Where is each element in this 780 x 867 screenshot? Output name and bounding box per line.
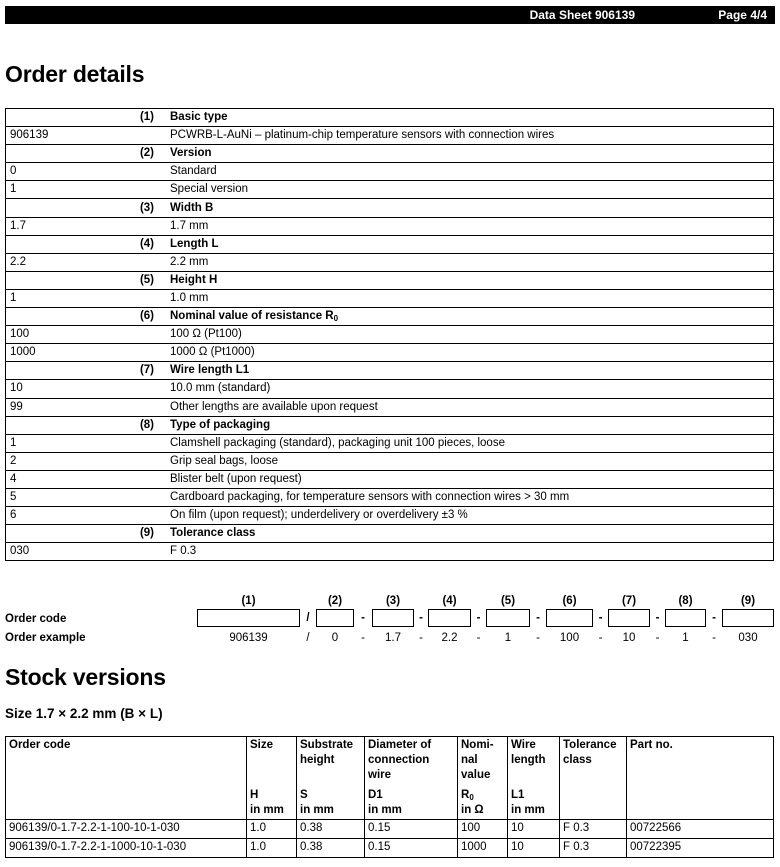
- option-spacer: [124, 380, 166, 398]
- column-symbol: [630, 788, 770, 803]
- order-code-input-box[interactable]: [665, 609, 706, 627]
- stock-row: [6, 839, 774, 858]
- order-example-value: 0: [331, 632, 339, 644]
- option-description: Special version: [166, 181, 774, 199]
- group-label: [166, 416, 774, 434]
- stock-order-code: 906139/0-1.7-2.2-1-100-10-1-030: [6, 820, 247, 839]
- order-field-number: (3): [385, 595, 401, 607]
- order-example-value: 10: [622, 632, 636, 644]
- option-row: [6, 543, 774, 561]
- order-code-separator: -: [598, 612, 603, 624]
- option-code: 1: [6, 181, 125, 199]
- order-field-number: (7): [621, 595, 637, 607]
- group-number: (7): [124, 362, 166, 380]
- group-code-cell: [6, 199, 125, 217]
- option-code: 100: [6, 326, 125, 344]
- option-spacer: [124, 344, 166, 362]
- column-symbol-text: D1: [368, 789, 383, 801]
- column-unit: [630, 803, 770, 818]
- stock-cell: 1.0: [247, 820, 297, 839]
- order-example-value: 2.2: [441, 632, 458, 644]
- order-code-separator: -: [655, 612, 660, 624]
- column-header: Diameter of connection wire: [365, 737, 458, 788]
- column-symbol-text: R: [461, 789, 470, 801]
- column-symbol-subscript: 0: [469, 793, 474, 802]
- stock-cell: 10: [508, 820, 560, 839]
- option-code: 906139: [6, 127, 125, 145]
- group-label-text: Width B: [170, 201, 214, 214]
- option-code: 1000: [6, 344, 125, 362]
- column-unit-cell: [247, 787, 297, 820]
- group-code-cell: [6, 109, 125, 127]
- option-row: [6, 253, 774, 271]
- order-code-separator: -: [536, 612, 540, 624]
- stock-part-number: 00722566: [627, 820, 774, 839]
- option-code: 2.2: [6, 253, 125, 271]
- group-header-row: [6, 525, 774, 543]
- group-header-row: [6, 145, 774, 163]
- option-description: Grip seal bags, loose: [166, 452, 774, 470]
- option-code: 5: [6, 488, 125, 506]
- column-symbol: [511, 788, 556, 803]
- option-spacer: [124, 507, 166, 525]
- option-spacer: [124, 253, 166, 271]
- group-code-cell: [6, 145, 125, 163]
- column-unit: [563, 803, 623, 818]
- group-label-text: Wire length L1: [170, 364, 250, 377]
- stock-cell: 100: [458, 820, 508, 839]
- column-header: Nomi-nal value: [458, 737, 508, 788]
- option-description: 1.0 mm: [166, 289, 774, 307]
- option-description: 1000 Ω (Pt1000): [166, 344, 774, 362]
- order-example-separator: -: [361, 632, 365, 644]
- stock-cell: 0.15: [365, 820, 458, 839]
- group-header-row: [6, 199, 774, 217]
- column-symbol-text: L1: [511, 789, 525, 801]
- group-number: (6): [124, 308, 166, 326]
- group-header-row: [6, 308, 774, 326]
- order-example-value: 906139: [229, 632, 268, 644]
- group-label-text: Basic type: [170, 111, 228, 124]
- stock-cell: 1.0: [247, 839, 297, 858]
- option-row: [6, 289, 774, 307]
- column-header: Wire length: [508, 737, 560, 788]
- group-label-text: Height H: [170, 273, 218, 286]
- column-unit-cell: [458, 787, 508, 820]
- group-label-text: Type of packaging: [170, 418, 271, 431]
- option-row: [6, 217, 774, 235]
- page-header-bar: [5, 6, 775, 24]
- option-row: [6, 127, 774, 145]
- group-header-row: [6, 271, 774, 289]
- order-example-value: 100: [559, 632, 580, 644]
- order-code-separator: -: [476, 612, 481, 624]
- order-field-number: (6): [562, 595, 577, 607]
- stock-part-number: 00722395: [627, 839, 774, 858]
- option-row: [6, 488, 774, 506]
- stock-versions-heading: Stock versions: [5, 664, 166, 690]
- order-code-input-box[interactable]: [608, 609, 650, 627]
- group-label-subscript: 0: [333, 314, 339, 324]
- column-symbol-text: H: [250, 789, 259, 801]
- order-example-label: Order example: [5, 632, 86, 644]
- group-code-cell: [6, 235, 125, 253]
- option-description: Standard: [166, 163, 774, 181]
- option-description: 100 Ω (Pt100): [166, 326, 774, 344]
- option-row: [6, 181, 774, 199]
- order-example-separator: -: [712, 632, 716, 644]
- group-code-cell: [6, 416, 125, 434]
- order-code-input-box[interactable]: [722, 609, 774, 627]
- stock-cell: 0.38: [297, 820, 365, 839]
- group-header-row: [6, 235, 774, 253]
- option-spacer: [124, 163, 166, 181]
- order-example-separator: -: [655, 632, 660, 644]
- stock-order-code: 906139/0-1.7-2.2-1-1000-10-1-030: [6, 839, 247, 858]
- group-label: [166, 109, 774, 127]
- document-title: Data Sheet 906139: [529, 8, 635, 22]
- stock-cell: F 0.3: [560, 839, 627, 858]
- order-code-separator: -: [361, 612, 365, 624]
- column-header: Tolerance class: [560, 737, 627, 788]
- option-row: [6, 380, 774, 398]
- stock-row: [6, 820, 774, 839]
- option-code: 1: [6, 434, 125, 452]
- column-symbol: [461, 788, 504, 803]
- column-symbol: [368, 788, 454, 803]
- order-details-heading: Order details: [5, 61, 145, 87]
- column-unit: in mm: [250, 804, 284, 816]
- option-code: 4: [6, 470, 125, 488]
- option-row: [6, 452, 774, 470]
- group-code-cell: [6, 271, 125, 289]
- option-code: 99: [6, 398, 125, 416]
- option-description: Cardboard packaging, for temperature sensors with connection wires > 30 mm: [166, 488, 774, 506]
- option-spacer: [124, 326, 166, 344]
- option-description: Clamshell packaging (standard), packaging unit 100 pieces, loose: [166, 434, 774, 452]
- order-example-separator: -: [419, 632, 423, 644]
- column-unit: [9, 803, 243, 818]
- order-code-input-box[interactable]: [486, 609, 530, 627]
- column-symbol: [563, 788, 623, 803]
- column-symbol: [9, 788, 243, 803]
- column-unit: in mm: [511, 804, 545, 816]
- option-spacer: [124, 470, 166, 488]
- group-label: [166, 235, 774, 253]
- stock-size-subtitle: Size 1.7 × 2.2 mm (B × L): [5, 706, 163, 721]
- group-code-cell: [6, 525, 125, 543]
- column-unit: in mm: [368, 804, 402, 816]
- column-header: Size: [247, 737, 297, 788]
- order-code-separator: -: [712, 612, 716, 624]
- option-row: [6, 507, 774, 525]
- group-number: (4): [124, 235, 166, 253]
- group-label-text: Length L: [170, 237, 219, 250]
- order-details-table: [5, 108, 774, 561]
- option-code: 030: [6, 543, 125, 561]
- group-number: (9): [124, 525, 166, 543]
- option-row: [6, 470, 774, 488]
- column-unit: in Ω: [461, 804, 484, 816]
- order-code-separator: -: [419, 612, 423, 624]
- column-unit-cell: [627, 787, 774, 820]
- order-field-number: (4): [442, 595, 457, 607]
- stock-header-row-units: [6, 787, 774, 820]
- option-spacer: [124, 398, 166, 416]
- order-code-input-box[interactable]: [428, 609, 471, 627]
- option-code: 1.7: [6, 217, 125, 235]
- stock-cell: F 0.3: [560, 820, 627, 839]
- order-code-separator: /: [306, 612, 310, 624]
- option-row: [6, 434, 774, 452]
- order-field-number: (1): [241, 595, 256, 607]
- stock-cell: 0.15: [365, 839, 458, 858]
- order-field-number: (9): [740, 595, 756, 607]
- option-description: F 0.3: [166, 543, 774, 561]
- option-description: Blister belt (upon request): [166, 470, 774, 488]
- group-label: [166, 308, 774, 326]
- order-example-value: 030: [738, 632, 758, 644]
- option-description: On film (upon request); underdelivery or overdelivery ±3 %: [166, 507, 774, 525]
- order-example-separator: /: [306, 632, 310, 644]
- stock-header-row-titles: [6, 737, 774, 788]
- group-code-cell: [6, 308, 125, 326]
- option-description: 10.0 mm (standard): [166, 380, 774, 398]
- column-header: Order code: [6, 737, 247, 788]
- stock-versions-table: [5, 736, 774, 858]
- order-code-input-box[interactable]: [197, 609, 300, 627]
- column-unit-cell: [508, 787, 560, 820]
- group-code-cell: [6, 362, 125, 380]
- option-description: Other lengths are available upon request: [166, 398, 774, 416]
- column-unit: in mm: [300, 804, 334, 816]
- option-spacer: [124, 181, 166, 199]
- group-label: [166, 362, 774, 380]
- order-field-number: (5): [500, 595, 516, 607]
- group-label: [166, 271, 774, 289]
- option-spacer: [124, 488, 166, 506]
- column-symbol-text: S: [300, 789, 308, 801]
- group-header-row: [6, 416, 774, 434]
- column-symbol: [250, 788, 293, 803]
- option-spacer: [124, 217, 166, 235]
- option-code: 2: [6, 452, 125, 470]
- option-spacer: [124, 452, 166, 470]
- order-example-separator: -: [536, 632, 540, 644]
- group-number: (1): [124, 109, 166, 127]
- group-number: (3): [124, 199, 166, 217]
- option-spacer: [124, 127, 166, 145]
- option-code: 6: [6, 507, 125, 525]
- order-code-section: [0, 594, 780, 650]
- option-spacer: [124, 543, 166, 561]
- option-description: PCWRB-L-AuNi – platinum-chip temperature sensors with connection wires: [166, 127, 774, 145]
- option-code: 1: [6, 289, 125, 307]
- option-row: [6, 326, 774, 344]
- column-unit-cell: [297, 787, 365, 820]
- option-row: [6, 398, 774, 416]
- group-label: [166, 199, 774, 217]
- column-symbol: [300, 788, 361, 803]
- stock-cell: 1000: [458, 839, 508, 858]
- column-unit-cell: [365, 787, 458, 820]
- order-code-input-box[interactable]: [372, 609, 414, 627]
- order-example-value: 1: [504, 632, 512, 644]
- order-example-value: 1: [682, 632, 689, 644]
- group-label: [166, 145, 774, 163]
- page-number: Page 4/4: [718, 8, 767, 22]
- group-label: [166, 525, 774, 543]
- group-number: (5): [124, 271, 166, 289]
- order-field-number: (2): [327, 595, 343, 607]
- option-description: 2.2 mm: [166, 253, 774, 271]
- column-header: Part no.: [627, 737, 774, 788]
- option-code: 10: [6, 380, 125, 398]
- column-unit-cell: [6, 787, 247, 820]
- option-row: [6, 344, 774, 362]
- column-unit-cell: [560, 787, 627, 820]
- stock-cell: 0.38: [297, 839, 365, 858]
- order-code-input-box[interactable]: [316, 609, 354, 627]
- group-header-row: [6, 109, 774, 127]
- order-field-number: (8): [678, 595, 693, 607]
- group-number: (8): [124, 416, 166, 434]
- group-header-row: [6, 362, 774, 380]
- column-header: Substrate height: [297, 737, 365, 788]
- group-label-text: Nominal value of resistance R: [170, 310, 334, 323]
- group-label-text: Tolerance class: [170, 527, 256, 540]
- order-code-label: Order code: [5, 613, 67, 625]
- option-spacer: [124, 289, 166, 307]
- order-code-input-box[interactable]: [546, 609, 593, 627]
- option-code: 0: [6, 163, 125, 181]
- group-label-text: Version: [170, 147, 212, 160]
- option-description: 1.7 mm: [166, 217, 774, 235]
- order-example-value: 1.7: [385, 632, 401, 644]
- stock-cell: 10: [508, 839, 560, 858]
- option-spacer: [124, 434, 166, 452]
- group-number: (2): [124, 145, 166, 163]
- order-example-separator: -: [476, 632, 481, 644]
- option-row: [6, 163, 774, 181]
- order-example-separator: -: [598, 632, 603, 644]
